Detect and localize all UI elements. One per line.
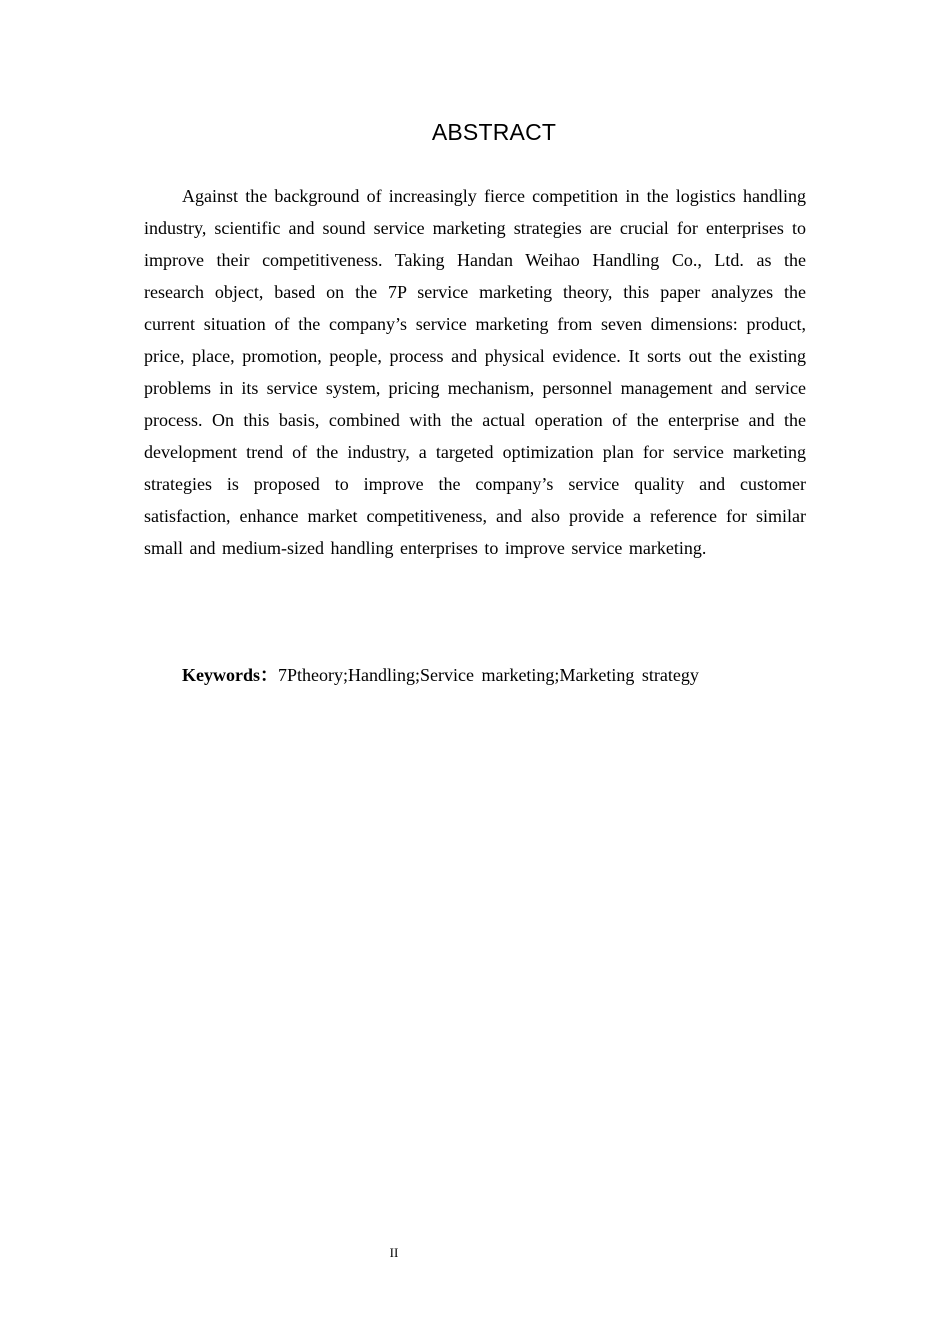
- page-number: II: [389, 1245, 399, 1260]
- abstract-title: ABSTRACT: [431, 119, 557, 145]
- keywords-label: Keywords：: [182, 665, 278, 685]
- keywords-value: 7Ptheory;Handling;Service marketing;Marketing strategy: [278, 665, 699, 685]
- keywords-line: [182, 659, 822, 691]
- abstract-body: Against the background of increasingly fierce competition in the logistics handling industry, scientific and sound service marketing strategies are crucial for enterprises to improve their competitiveness. Taking Handan Weihao Handling Co., Ltd. as the research object, based on the 7P service marketing theory, this paper analyzes the current situation of the company’s service marketing from seven dimensions: product, price, place, promotion, people, process and physical evidence. It sorts out the existing problems in its service system, pricing mechanism, personnel management and service process. On this basis, combined with the actual operation of the enterprise and the development trend of the industry, a targeted optimization plan for service marketing strategies is proposed to improve the company’s service quality and customer satisfaction, enhance market competitiveness, and also provide a reference for similar small and medium-sized handling enterprises to improve service marketing.: [144, 186, 806, 558]
